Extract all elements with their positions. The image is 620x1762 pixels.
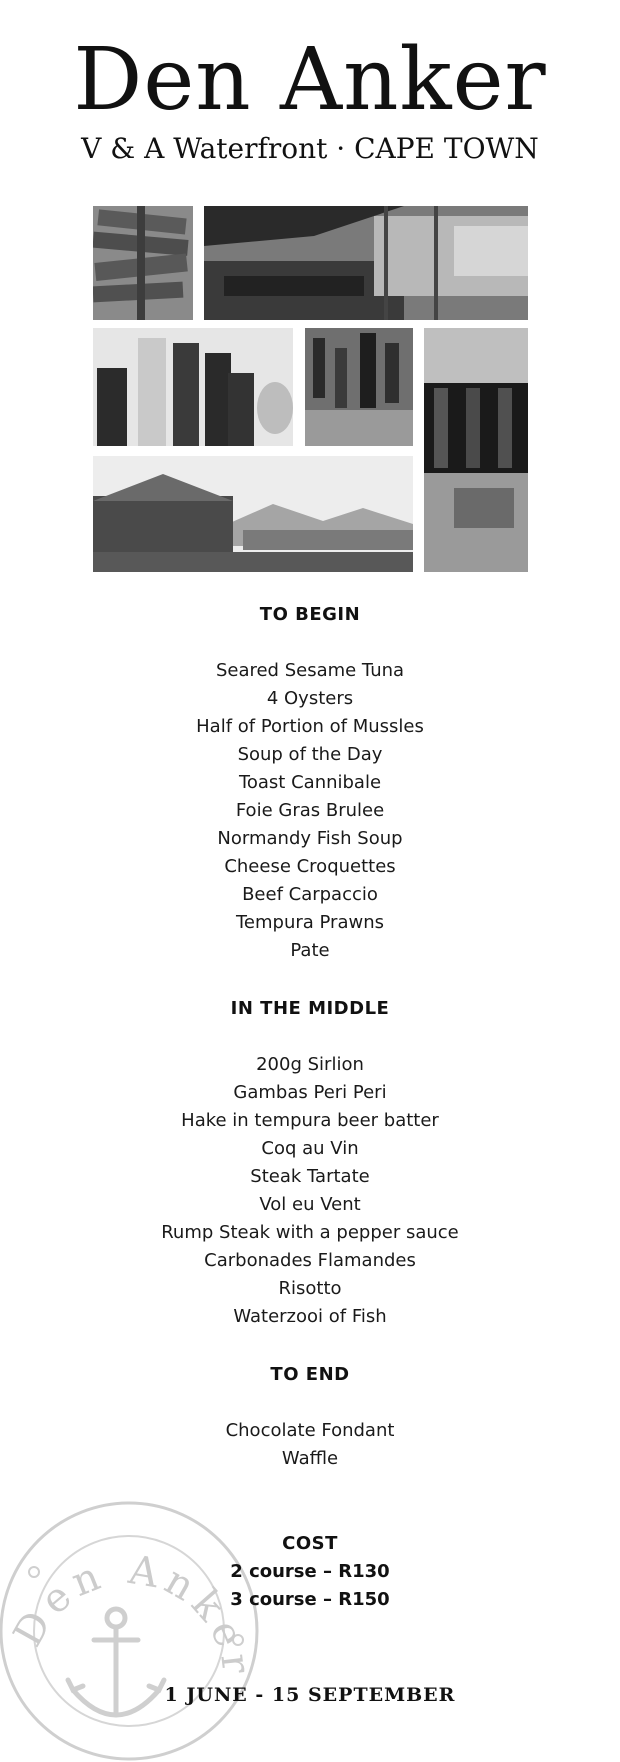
menu-item: Seared Sesame Tuna [215,660,405,681]
menu-item: Tempura Prawns [235,912,384,933]
menu-item: Steak Tartate [250,1166,370,1187]
cost-heading: COST [282,1533,338,1554]
menu-section-middle [0,995,620,1331]
menu-item: Half of Portion of Mussles [196,716,424,737]
seal-text: Den Anker [4,1547,260,1682]
menu-item: Chocolate Fondant [225,1420,395,1441]
photo-restaurant-interior [204,206,528,320]
header [0,30,620,166]
menu-item: Foie Gras Brulee [235,800,385,821]
menu-item: Waterzooi of Fish [233,1306,387,1327]
section-heading: TO END [270,1364,350,1385]
cost-two-course: 2 course – R130 [230,1561,390,1582]
photo-beer-crate [424,328,528,572]
menu-item: 200g Sirlion [256,1054,364,1075]
menu-item: Pate [290,940,330,961]
menu-item: Risotto [278,1278,342,1299]
menu-item: Toast Cannibale [238,772,382,793]
menu-section-begin [0,601,620,965]
menu-item: Hake in tempura beer batter [181,1110,439,1131]
restaurant-name: Den Anker [73,30,547,130]
menu-section-end [0,1361,620,1473]
photo-signpost [93,206,193,320]
menu-item: Soup of the Day [237,744,383,765]
menu-item: Coq au Vin [261,1138,359,1159]
menu-item: Carbonades Flamandes [204,1250,416,1271]
photo-waterfront [93,456,413,572]
menu-item: Normandy Fish Soup [217,828,403,849]
cost-section [0,1530,620,1614]
menu-item: Waffle [281,1448,339,1469]
menu-item: Rump Steak with a pepper sauce [161,1222,459,1243]
section-heading: IN THE MIDDLE [230,998,390,1019]
photo-beer-bottles [93,328,293,446]
photo-beer-taps [305,328,413,446]
menu-item: Beef Carpaccio [242,884,378,905]
section-heading: TO BEGIN [259,604,361,625]
cost-three-course: 3 course – R150 [230,1589,390,1610]
menu-item: Cheese Croquettes [224,856,396,877]
menu-item: Vol eu Vent [259,1194,361,1215]
restaurant-location: V & A Waterfront · CAPE TOWN [81,132,539,165]
date-range: 1 JUNE - 15 SEPTEMBER [164,1684,456,1706]
menu-item: 4 Oysters [266,688,354,709]
menu-item: Gambas Peri Peri [233,1082,387,1103]
